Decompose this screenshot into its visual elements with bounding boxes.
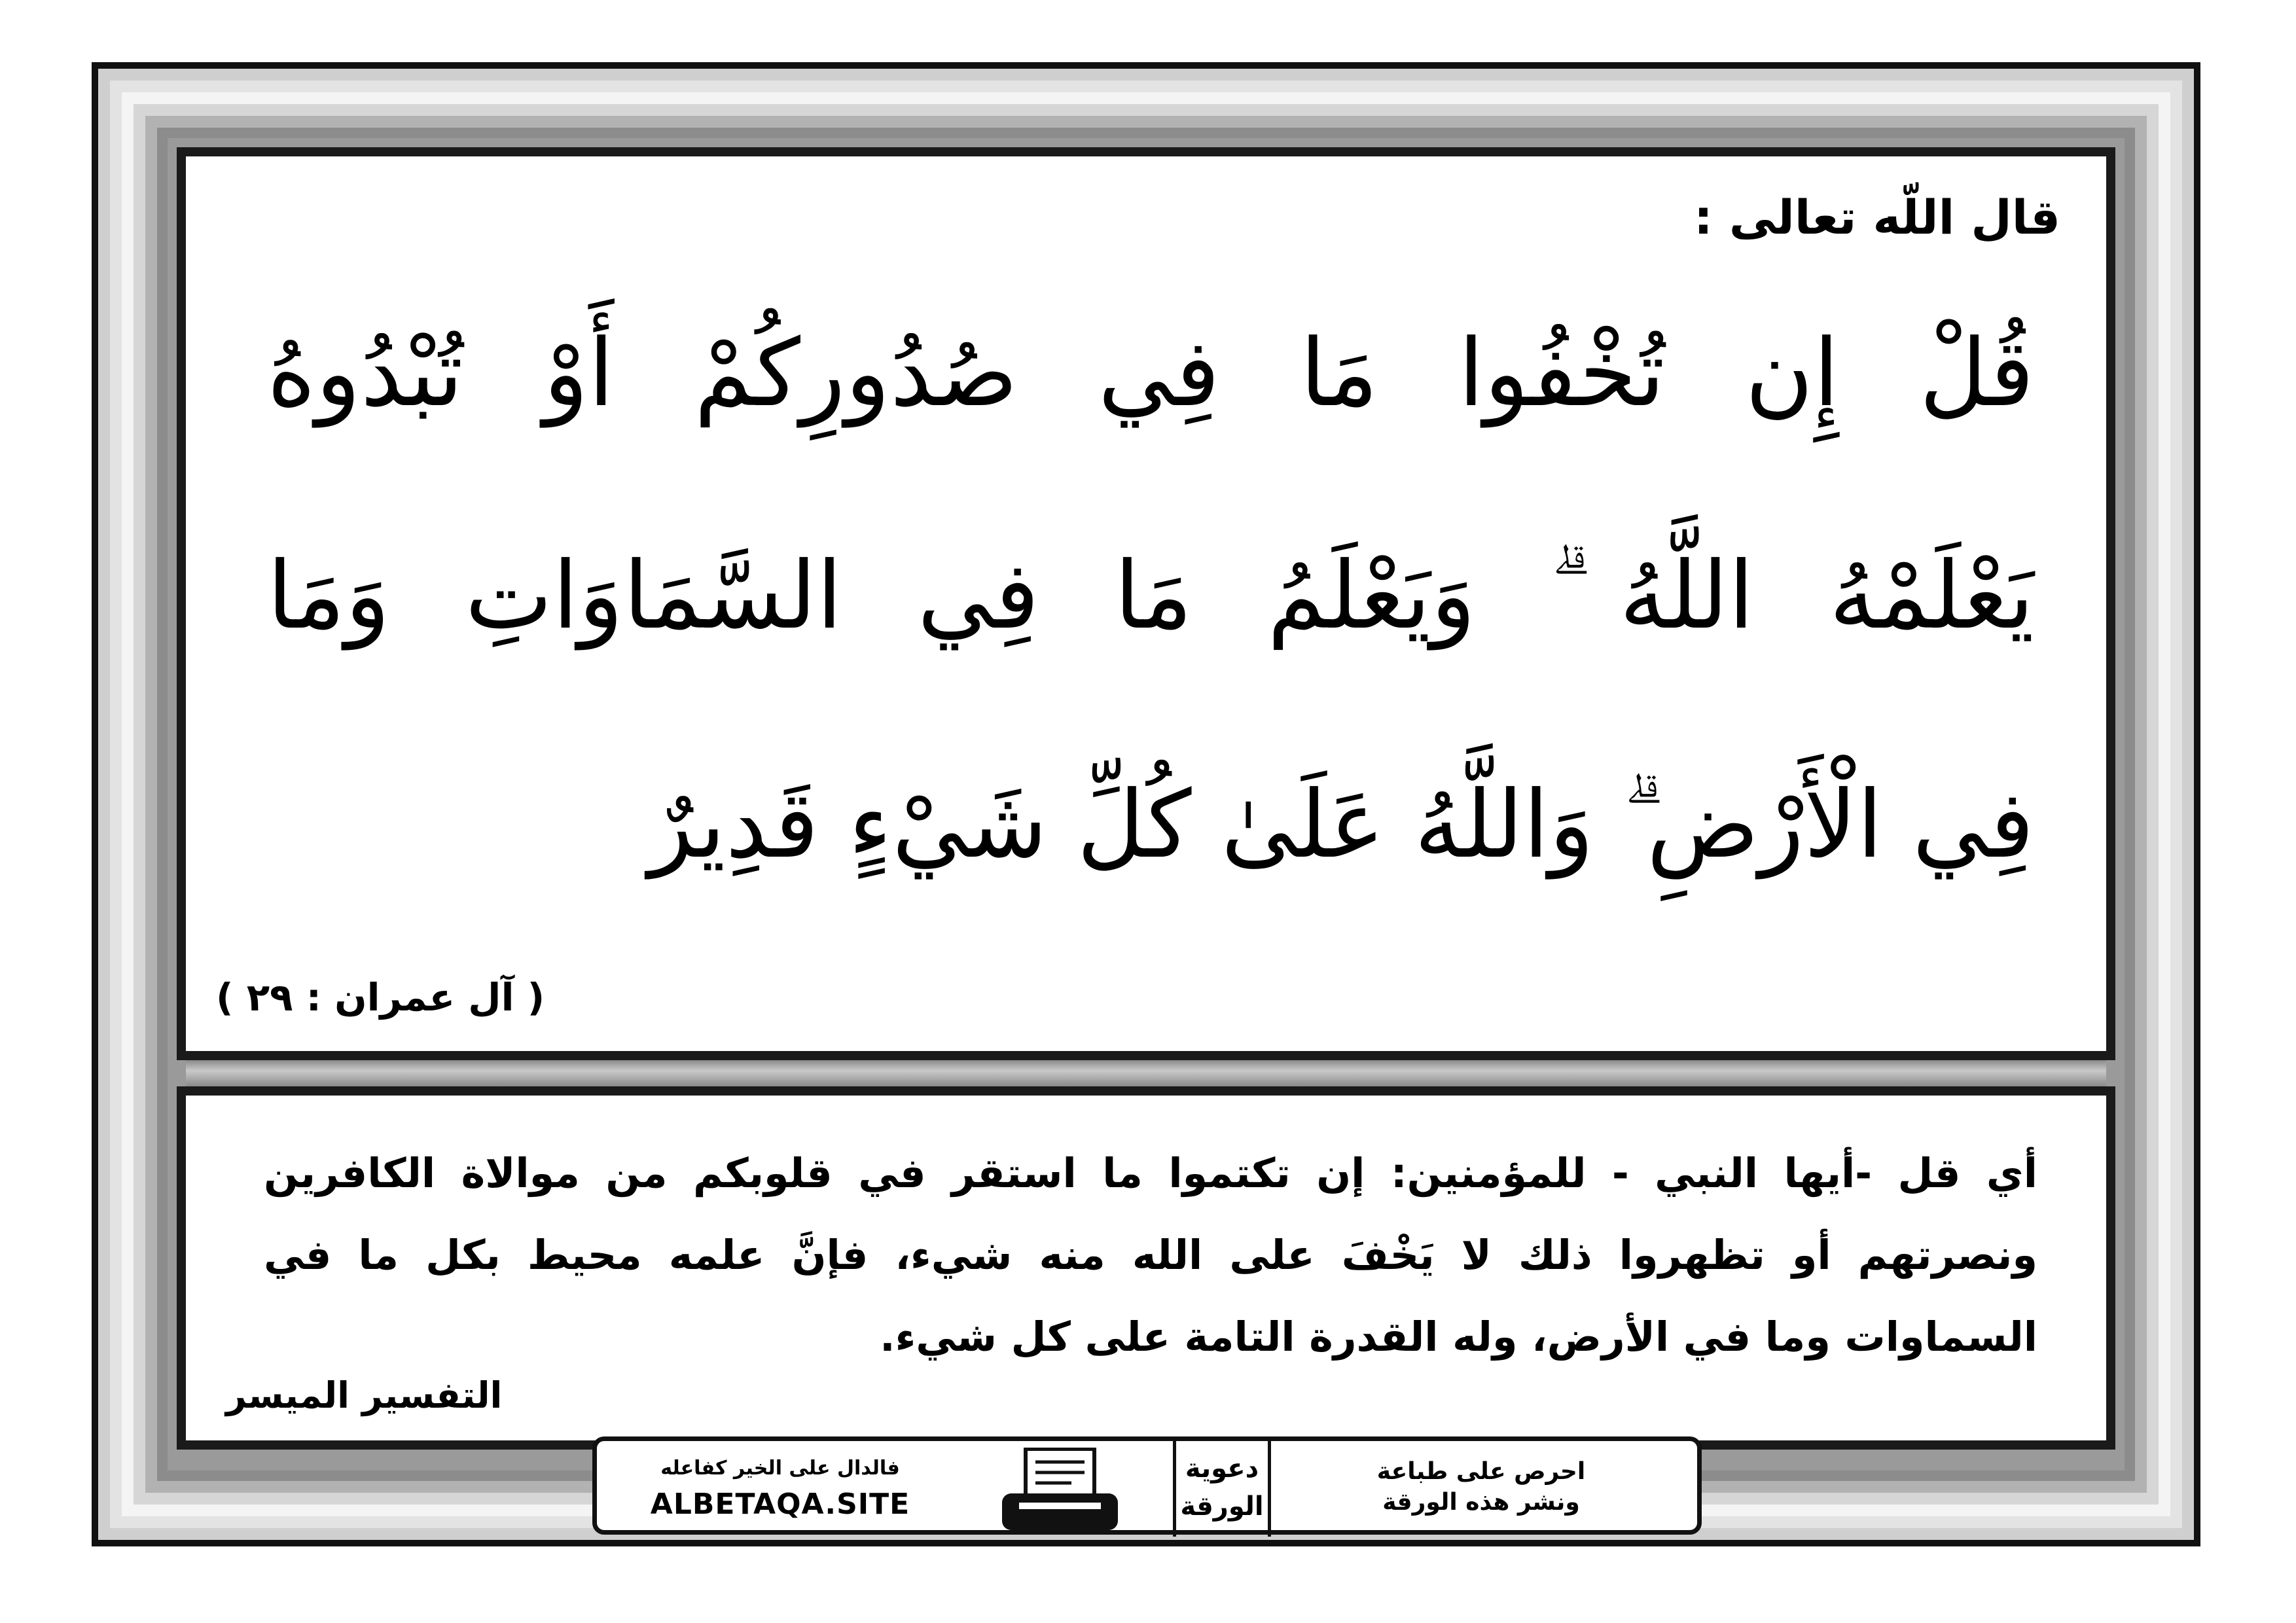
logo-line-1: دعوية	[1185, 1454, 1259, 1484]
footer-badge	[592, 1436, 1702, 1535]
tafsir-source: التفسير الميسر	[226, 1374, 503, 1416]
footer-slogan: فالدال على الخير كفاعله	[660, 1457, 900, 1480]
verse-intro: قال اللّه تعالى :	[1693, 190, 2060, 245]
panel-divider	[186, 1060, 2106, 1086]
footer-note-line-2: ونشر هذه الورقة	[1382, 1489, 1580, 1516]
verse-reference: ( آل عمران : ٢٩ )	[216, 975, 545, 1020]
footer-note-line-1: احرص على طباعة	[1376, 1458, 1586, 1485]
logo	[1173, 1438, 1271, 1537]
verse-line-3: فِي الْأَرْضِ ۗ وَاللَّهُ عَلَىٰ كُلِّ شَيْءٍ قَدِيرٌ	[648, 771, 2034, 879]
tafsir-text: أي قل -أيها النبي - للمؤمنين: إن تكتموا ما استقر في قلوبكم من موالاة الكافرين ونصرتهم أو تظهروا ذلك لا يَخْفَ على الله منه شيء، فإنَّ علمه محيط بكل ما في السماوات وما في الأرض، وله القدرة التامة على كل شيء.	[264, 1149, 2037, 1361]
verse-line-2: يَعْلَمْهُ اللَّهُ ۗ وَيَعْلَمُ مَا فِي السَّمَاوَاتِ وَمَا	[267, 542, 2034, 650]
footer-site-block	[610, 1441, 950, 1530]
logo-line-2: الورقة	[1180, 1491, 1264, 1522]
verse-line-1: قُلْ إِن تُخْفُوا مَا فِي صُدُورِكُمْ أَوْ تُبْدُوهُ	[267, 319, 2034, 427]
footer-note	[1331, 1441, 1632, 1530]
printer-icon	[999, 1448, 1121, 1533]
footer-site-link[interactable]: ALBETAQA.SITE	[650, 1488, 910, 1521]
